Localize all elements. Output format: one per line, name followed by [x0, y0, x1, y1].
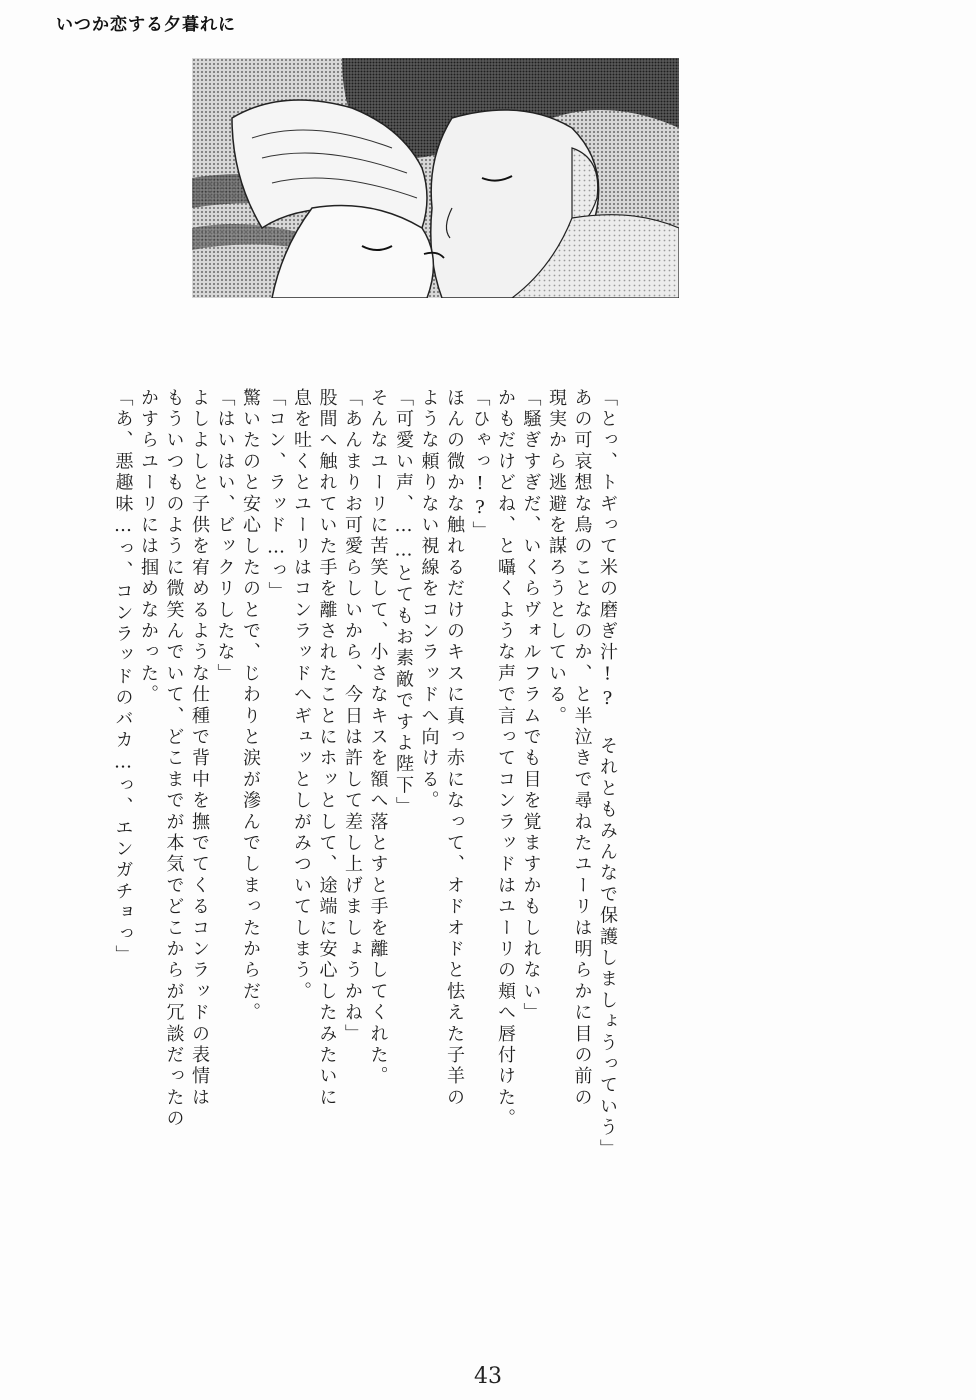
text-line: もういつものように微笑んでいて、どこまでが本気でどこからが冗談だったの [163, 388, 185, 1130]
text-line: かすらユーリには掴めなかった。 [138, 388, 159, 706]
page-number: 43 [474, 1364, 502, 1389]
text-line: 「あ、悪趣味…っ、コンラッドのバカ…っ、エンガチョっ」 [112, 388, 134, 967]
running-title: いつか恋する夕暮れに [56, 15, 236, 35]
text-line: よしよしと子供を宥めるような仕種で背中を撫でてくるコンラッドの表情は [189, 388, 210, 1109]
vertical-body-text [100, 388, 620, 1288]
text-line: かもだけどね、と囁くような声で言ってコンラッドはユーリの頬へ唇付けた。 [495, 388, 516, 1130]
text-line: 股間へ触れていた手を離されたことにホッとして、途端に安心したみたいに [316, 388, 338, 1109]
manga-kiss-illustration [192, 58, 679, 298]
text-line: 息を吐くとユーリはコンラッドへギュッとしがみついてしまう。 [291, 388, 312, 1003]
text-line: 「コン、ラッド…っ」 [265, 388, 287, 603]
text-line: 「可愛い声、……とてもお素敵ですよ陛下」 [393, 388, 414, 818]
illustration-svg [192, 58, 679, 298]
text-line: そんなユーリに苦笑して、小さなキスを額へ落とすと手を離してくれた。 [367, 388, 389, 1088]
text-line: ような頼りない視線をコンラッドへ向ける。 [418, 388, 440, 812]
text-line: 「騒ぎすぎだ、いくらヴォルフラムでも目を覚ますかもしれない」 [520, 388, 542, 1024]
text-line: 「はいはい、ビックリしたな」 [214, 388, 236, 685]
text-line: ほんの微かな触れるだけのキスに真っ赤になって、オドオドと怯えた子羊の [444, 388, 465, 1109]
text-line: 「あんまりお可愛らしいから、今日は許して差し上げましょうかね」 [342, 388, 363, 1046]
text-line: 現実から逃避を謀ろうとしている。 [546, 388, 567, 728]
text-line: 「ひゃっ!?」 [469, 388, 491, 543]
text-line: 驚いたのと安心したのとで、じわりと涙が滲んでしまったからだ。 [240, 388, 261, 1024]
text-line: あの可哀想な鳥のことなのか、と半泣きで尋ねたユーリは明らかに目の前の [571, 388, 593, 1109]
text-line: 「とっ、トギって米の磨ぎ汁!? それともみんなで保護しましょうっていう」 [597, 388, 618, 1161]
